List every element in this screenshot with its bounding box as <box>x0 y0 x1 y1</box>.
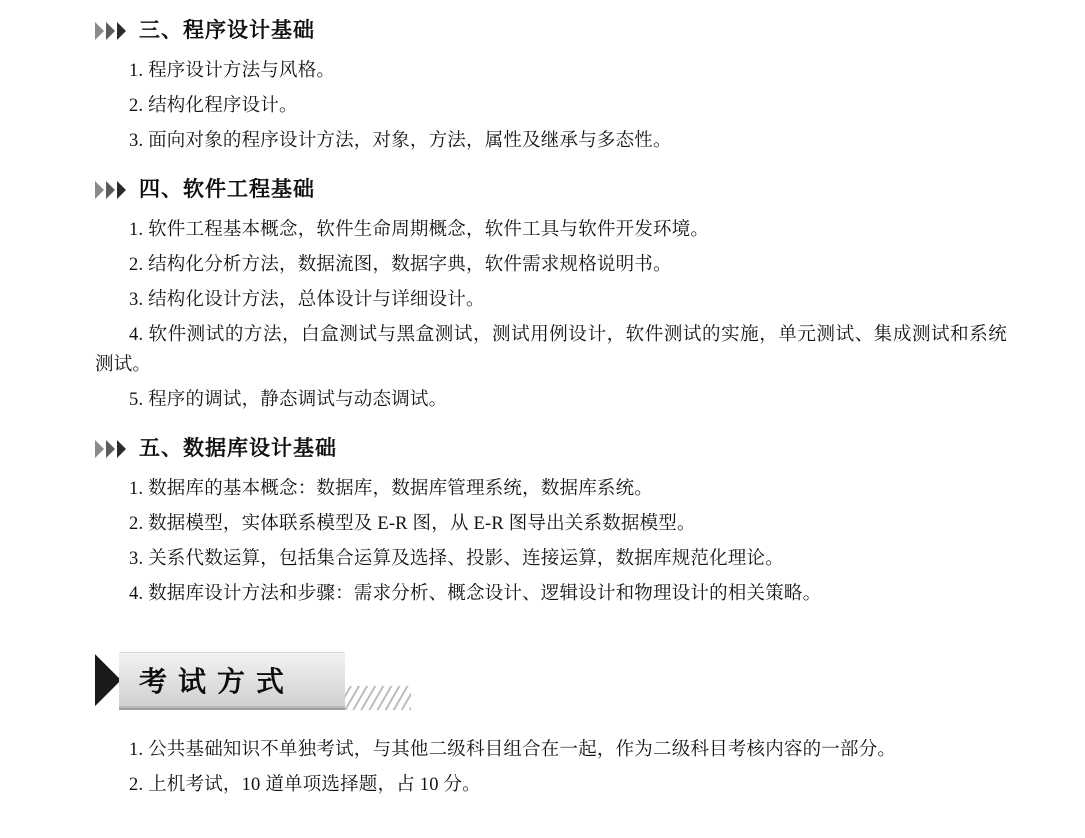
list-item: 4. 数据库设计方法和步骤：需求分析、概念设计、逻辑设计和物理设计的相关策略。 <box>129 584 822 605</box>
chevron-right-icon <box>95 20 135 42</box>
list-item: 2. 上机考试，10 道单项选择题，占 10 分。 <box>129 775 481 796</box>
exam-mode-body <box>95 736 1007 801</box>
list-item: 1. 数据库的基本概念：数据库，数据库管理系统，数据库系统。 <box>129 479 654 500</box>
banner-heading-exam-mode <box>95 652 1007 710</box>
section-heading-5 <box>95 436 1007 461</box>
section-heading-3 <box>95 18 1007 43</box>
list-item: 2. 数据模型，实体联系模型及 E-R 图，从 E-R 图导出关系数据模型。 <box>129 514 696 535</box>
banner-underline <box>119 708 345 710</box>
section-heading-4 <box>95 177 1007 202</box>
section-body-4 <box>95 216 1007 416</box>
chevron-right-icon <box>95 438 135 460</box>
section-body-3 <box>95 57 1007 157</box>
section-title-5: 五、数据库设计基础 <box>139 436 337 461</box>
arrow-marker-icon <box>95 654 121 706</box>
list-item: 2. 结构化分析方法，数据流图，数据字典，软件需求规格说明书。 <box>129 255 672 276</box>
section-title-4: 四、软件工程基础 <box>139 177 315 202</box>
list-item: 1. 程序设计方法与风格。 <box>129 61 336 82</box>
hatch-decoration-icon <box>345 686 411 710</box>
banner-title: 考试方式 <box>139 665 296 699</box>
list-item: 5. 程序的调试，静态调试与动态调试。 <box>129 390 448 411</box>
chevron-right-icon <box>95 179 135 201</box>
section-body-5 <box>95 475 1007 610</box>
list-item: 1. 软件工程基本概念，软件生命周期概念，软件工具与软件开发环境。 <box>129 220 710 241</box>
list-item: 3. 面向对象的程序设计方法，对象，方法，属性及继承与多态性。 <box>129 131 672 152</box>
list-item: 4. 软件测试的方法，白盒测试与黑盒测试，测试用例设计，软件测试的实施，单元测试、集成测试和系统测试。 <box>95 325 1007 376</box>
list-item: 3. 关系代数运算，包括集合运算及选择、投影、连接运算，数据库规范化理论。 <box>129 549 784 570</box>
list-item: 1. 公共基础知识不单独考试，与其他二级科目组合在一起，作为二级科目考核内容的一部分。 <box>129 740 897 761</box>
list-item: 2. 结构化程序设计。 <box>129 96 298 117</box>
list-item: 3. 结构化设计方法，总体设计与详细设计。 <box>129 290 485 311</box>
section-title-3: 三、程序设计基础 <box>139 18 315 42</box>
